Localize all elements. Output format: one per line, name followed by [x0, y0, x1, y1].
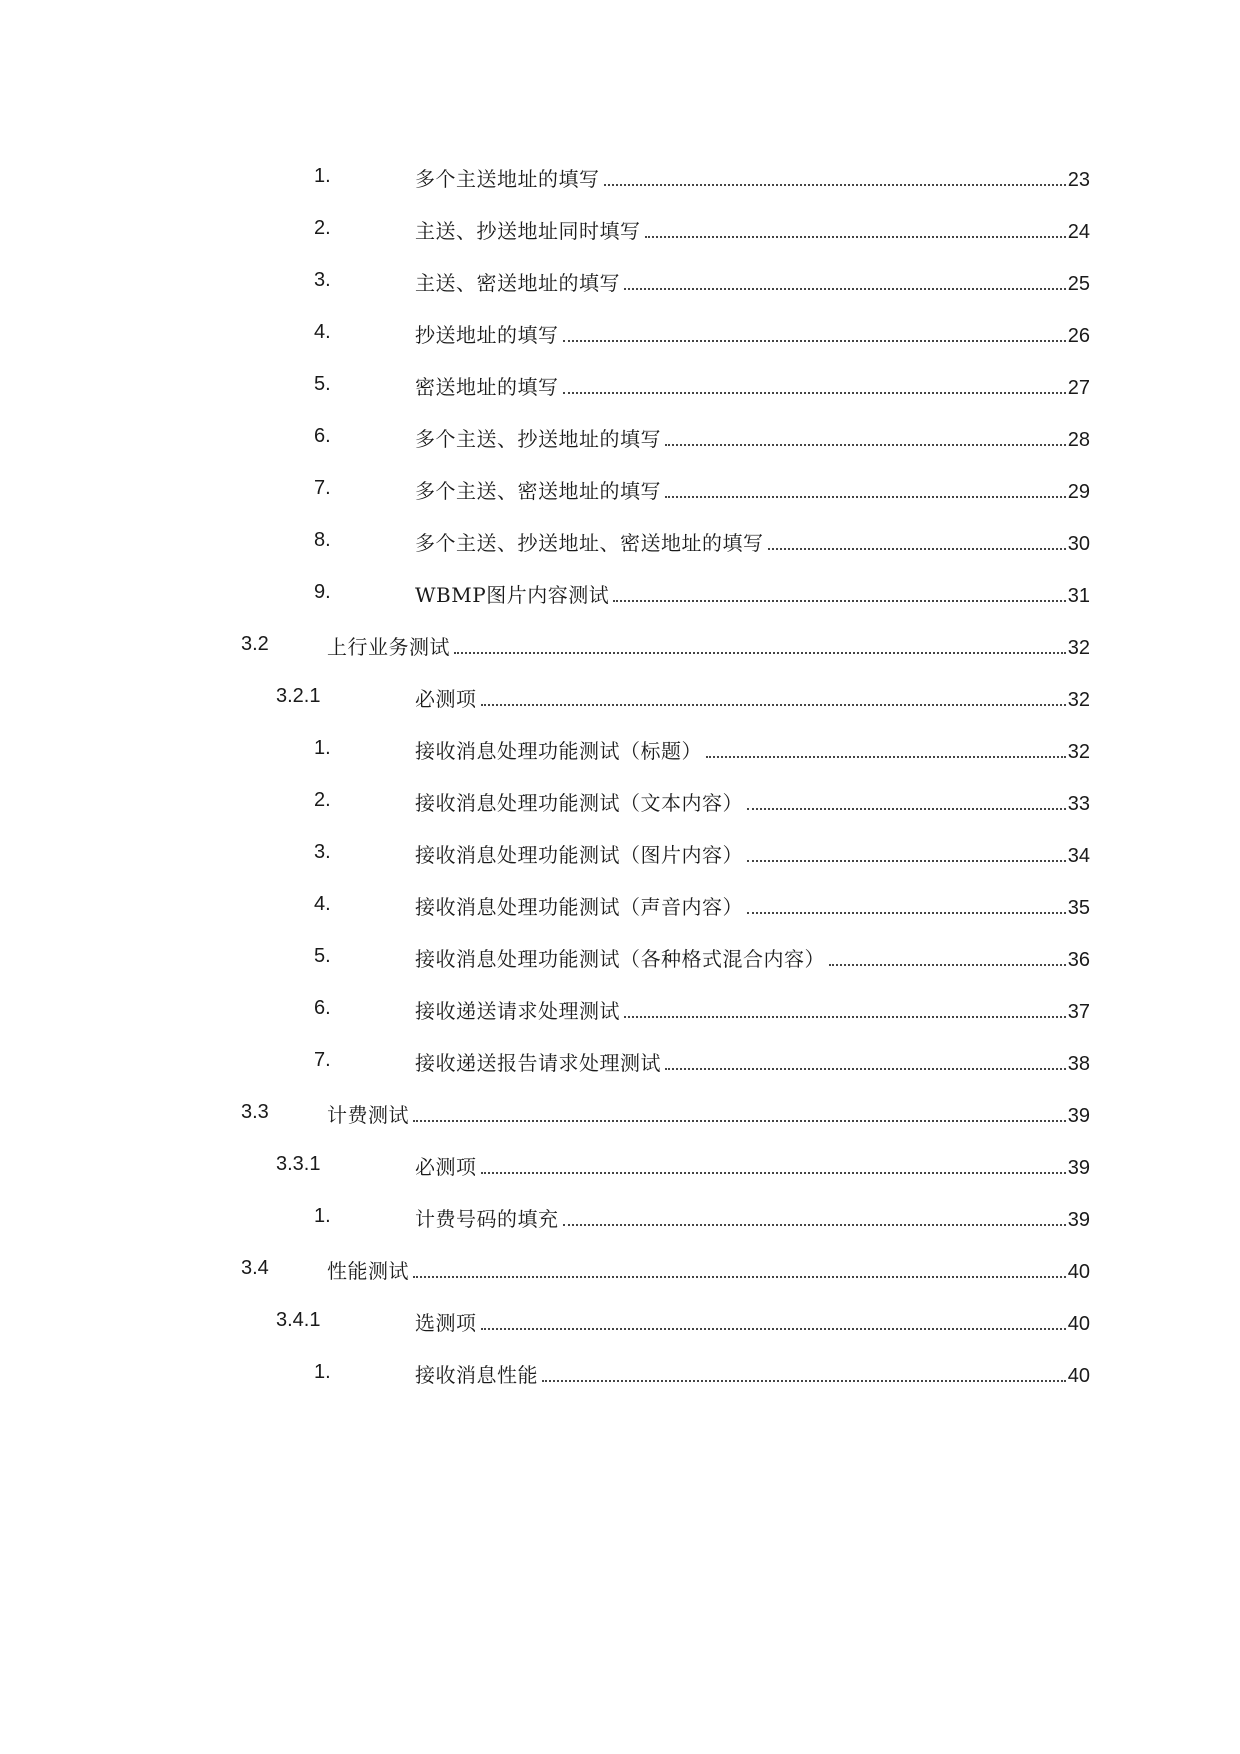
toc-entry[interactable]	[0, 943, 1240, 995]
toc-dot-leader	[481, 1172, 1066, 1174]
toc-entry-page: 36	[1067, 949, 1090, 971]
toc-entry-page: 40	[1067, 1261, 1090, 1283]
toc-entry-title[interactable]: 接收消息处理功能测试（图片内容）	[415, 843, 743, 867]
toc-dot-leader	[747, 808, 1066, 810]
toc-entry-number: 1.	[314, 165, 331, 187]
toc-entry-line	[415, 1359, 1090, 1388]
toc-entry-number: 6.	[314, 425, 331, 447]
toc-entry-page: 35	[1067, 897, 1090, 919]
toc-dot-leader	[542, 1380, 1066, 1382]
toc-dot-leader	[563, 392, 1066, 394]
toc-entry-title[interactable]: 主送、密送地址的填写	[415, 271, 620, 295]
toc-dot-leader	[481, 1328, 1066, 1330]
toc-entry-title[interactable]: 接收递送请求处理测试	[415, 999, 620, 1023]
toc-entry-line	[415, 1151, 1090, 1180]
toc-entry-line	[415, 683, 1090, 712]
toc-entry[interactable]	[0, 1099, 1240, 1151]
toc-dot-leader	[454, 652, 1066, 654]
toc-entry-line	[415, 215, 1090, 244]
toc-entry-title[interactable]: 多个主送、密送地址的填写	[415, 479, 661, 503]
toc-entry-title[interactable]: 接收递送报告请求处理测试	[415, 1051, 661, 1075]
toc-entry-page: 32	[1067, 741, 1090, 763]
toc-entry-title[interactable]: 接收消息处理功能测试（各种格式混合内容）	[415, 947, 825, 971]
toc-entry-number: 5.	[314, 373, 331, 395]
toc-dot-leader	[624, 1016, 1066, 1018]
toc-entry-line	[415, 1047, 1090, 1076]
toc-entry-number: 2.	[314, 789, 331, 811]
toc-entry[interactable]	[0, 163, 1240, 215]
toc-dot-leader	[768, 548, 1066, 550]
toc-entry[interactable]	[0, 527, 1240, 579]
toc-entry-title[interactable]: 上行业务测试	[327, 635, 450, 659]
toc-entry[interactable]	[0, 631, 1240, 683]
toc-dot-leader	[613, 600, 1066, 602]
toc-entry[interactable]	[0, 1359, 1240, 1411]
toc-dot-leader	[413, 1120, 1066, 1122]
toc-entry-page: 23	[1067, 169, 1090, 191]
toc-entry-line	[415, 1307, 1090, 1336]
toc-entry[interactable]	[0, 1203, 1240, 1255]
toc-entry-title[interactable]: 主送、抄送地址同时填写	[415, 219, 641, 243]
toc-entry-line	[415, 735, 1090, 764]
toc-entry-number: 4.	[314, 321, 331, 343]
toc-entry[interactable]	[0, 787, 1240, 839]
toc-entry-line	[327, 631, 1090, 660]
toc-dot-leader	[563, 1224, 1066, 1226]
toc-entry-number: 9.	[314, 581, 331, 603]
toc-entry[interactable]	[0, 579, 1240, 631]
toc-entry-title[interactable]: 多个主送、抄送地址、密送地址的填写	[415, 531, 764, 555]
toc-entry-title[interactable]: 接收消息处理功能测试（文本内容）	[415, 791, 743, 815]
toc-entry[interactable]	[0, 475, 1240, 527]
toc-entry-page: 38	[1067, 1053, 1090, 1075]
toc-entry-page: 26	[1067, 325, 1090, 347]
toc-entry-page: 37	[1067, 1001, 1090, 1023]
toc-entry[interactable]	[0, 683, 1240, 735]
toc-entry[interactable]	[0, 1047, 1240, 1099]
toc-entry-page: 39	[1067, 1157, 1090, 1179]
toc-entry-line	[415, 787, 1090, 816]
toc-entry-number: 3.2	[241, 633, 269, 655]
toc-dot-leader	[481, 704, 1066, 706]
toc-entry[interactable]	[0, 891, 1240, 943]
toc-entry[interactable]	[0, 319, 1240, 371]
toc-entry-page: 40	[1067, 1365, 1090, 1387]
toc-entry-title[interactable]: 抄送地址的填写	[415, 323, 559, 347]
toc-entry-number: 1.	[314, 1205, 331, 1227]
toc-entry-page: 25	[1067, 273, 1090, 295]
toc-dot-leader	[645, 236, 1066, 238]
toc-entry-number: 3.4	[241, 1257, 269, 1279]
toc-entry-title[interactable]: 性能测试	[327, 1259, 409, 1283]
toc-entry-page: 40	[1067, 1313, 1090, 1335]
toc-entry-title[interactable]: 多个主送地址的填写	[415, 167, 600, 191]
toc-entry-line	[415, 579, 1090, 608]
toc-entry-number: 2.	[314, 217, 331, 239]
toc-entry-title[interactable]: 接收消息处理功能测试（声音内容）	[415, 895, 743, 919]
toc-entry-line	[415, 423, 1090, 452]
toc-entry-title[interactable]: 接收消息性能	[415, 1363, 538, 1387]
toc-entry-page: 32	[1067, 689, 1090, 711]
toc-entry-title[interactable]: 接收消息处理功能测试（标题）	[415, 739, 702, 763]
toc-dot-leader	[829, 964, 1066, 966]
toc-dot-leader	[665, 444, 1066, 446]
toc-entry-number: 8.	[314, 529, 331, 551]
toc-entry-title[interactable]: 计费测试	[327, 1103, 409, 1127]
toc-entry-line	[415, 163, 1090, 192]
toc-entry-number: 3.	[314, 269, 331, 291]
toc-entry-line	[415, 943, 1090, 972]
toc-entry-number: 3.3.1	[276, 1153, 321, 1175]
toc-entry-number: 1.	[314, 737, 331, 759]
toc-entry-page: 34	[1067, 845, 1090, 867]
toc-entry-number: 4.	[314, 893, 331, 915]
toc-entry-line	[415, 267, 1090, 296]
toc-entry-title[interactable]: 多个主送、抄送地址的填写	[415, 427, 661, 451]
toc-entry-line	[327, 1255, 1090, 1284]
toc-dot-leader	[624, 288, 1066, 290]
toc-entry-number: 3.3	[241, 1101, 269, 1123]
toc-entry-number: 3.2.1	[276, 685, 321, 707]
toc-entry-line	[415, 371, 1090, 400]
toc-entry-page: 32	[1067, 637, 1090, 659]
toc-entry-number: 5.	[314, 945, 331, 967]
toc-entry-line	[415, 839, 1090, 868]
toc-entry[interactable]	[0, 1151, 1240, 1203]
toc-entry[interactable]	[0, 1255, 1240, 1307]
toc-entry-page: 30	[1067, 533, 1090, 555]
toc-entry[interactable]	[0, 215, 1240, 267]
toc-entry-page: 29	[1067, 481, 1090, 503]
toc-entry-page: 31	[1067, 585, 1090, 607]
toc-entry-page: 28	[1067, 429, 1090, 451]
toc-entry[interactable]	[0, 839, 1240, 891]
toc-dot-leader	[706, 756, 1066, 758]
toc-entry-title[interactable]: 必测项	[415, 1155, 477, 1179]
toc-dot-leader	[747, 912, 1066, 914]
toc-entry[interactable]	[0, 735, 1240, 787]
toc-entry-line	[415, 891, 1090, 920]
toc-dot-leader	[665, 496, 1066, 498]
toc-entry-page: 24	[1067, 221, 1090, 243]
toc-entry[interactable]	[0, 267, 1240, 319]
toc-entry[interactable]	[0, 423, 1240, 475]
toc-entry-number: 6.	[314, 997, 331, 1019]
toc-dot-leader	[563, 340, 1066, 342]
toc-entry[interactable]	[0, 1307, 1240, 1359]
toc-entry-line	[415, 995, 1090, 1024]
toc-entry-number: 7.	[314, 477, 331, 499]
toc-entry-line	[327, 1099, 1090, 1128]
toc-dot-leader	[665, 1068, 1066, 1070]
toc-entry-title[interactable]: 计费号码的填充	[415, 1207, 559, 1231]
table-of-contents	[0, 163, 1240, 1411]
toc-entry-page: 39	[1067, 1209, 1090, 1231]
toc-dot-leader	[604, 184, 1066, 186]
toc-entry-page: 27	[1067, 377, 1090, 399]
toc-entry[interactable]	[0, 371, 1240, 423]
toc-entry-line	[415, 475, 1090, 504]
toc-entry-number: 1.	[314, 1361, 331, 1383]
toc-entry-line	[415, 1203, 1090, 1232]
toc-entry-page: 33	[1067, 793, 1090, 815]
toc-dot-leader	[747, 860, 1066, 862]
toc-entry-page: 39	[1067, 1105, 1090, 1127]
toc-entry-number: 3.4.1	[276, 1309, 321, 1331]
toc-entry[interactable]	[0, 995, 1240, 1047]
toc-entry-title[interactable]: WBMP图片内容测试	[415, 583, 610, 607]
toc-dot-leader	[413, 1276, 1066, 1278]
toc-entry-line	[415, 527, 1090, 556]
toc-entry-title[interactable]: 必测项	[415, 687, 477, 711]
toc-entry-number: 3.	[314, 841, 331, 863]
toc-entry-title[interactable]: 密送地址的填写	[415, 375, 559, 399]
toc-entry-line	[415, 319, 1090, 348]
toc-entry-title[interactable]: 选测项	[415, 1311, 477, 1335]
toc-entry-number: 7.	[314, 1049, 331, 1071]
